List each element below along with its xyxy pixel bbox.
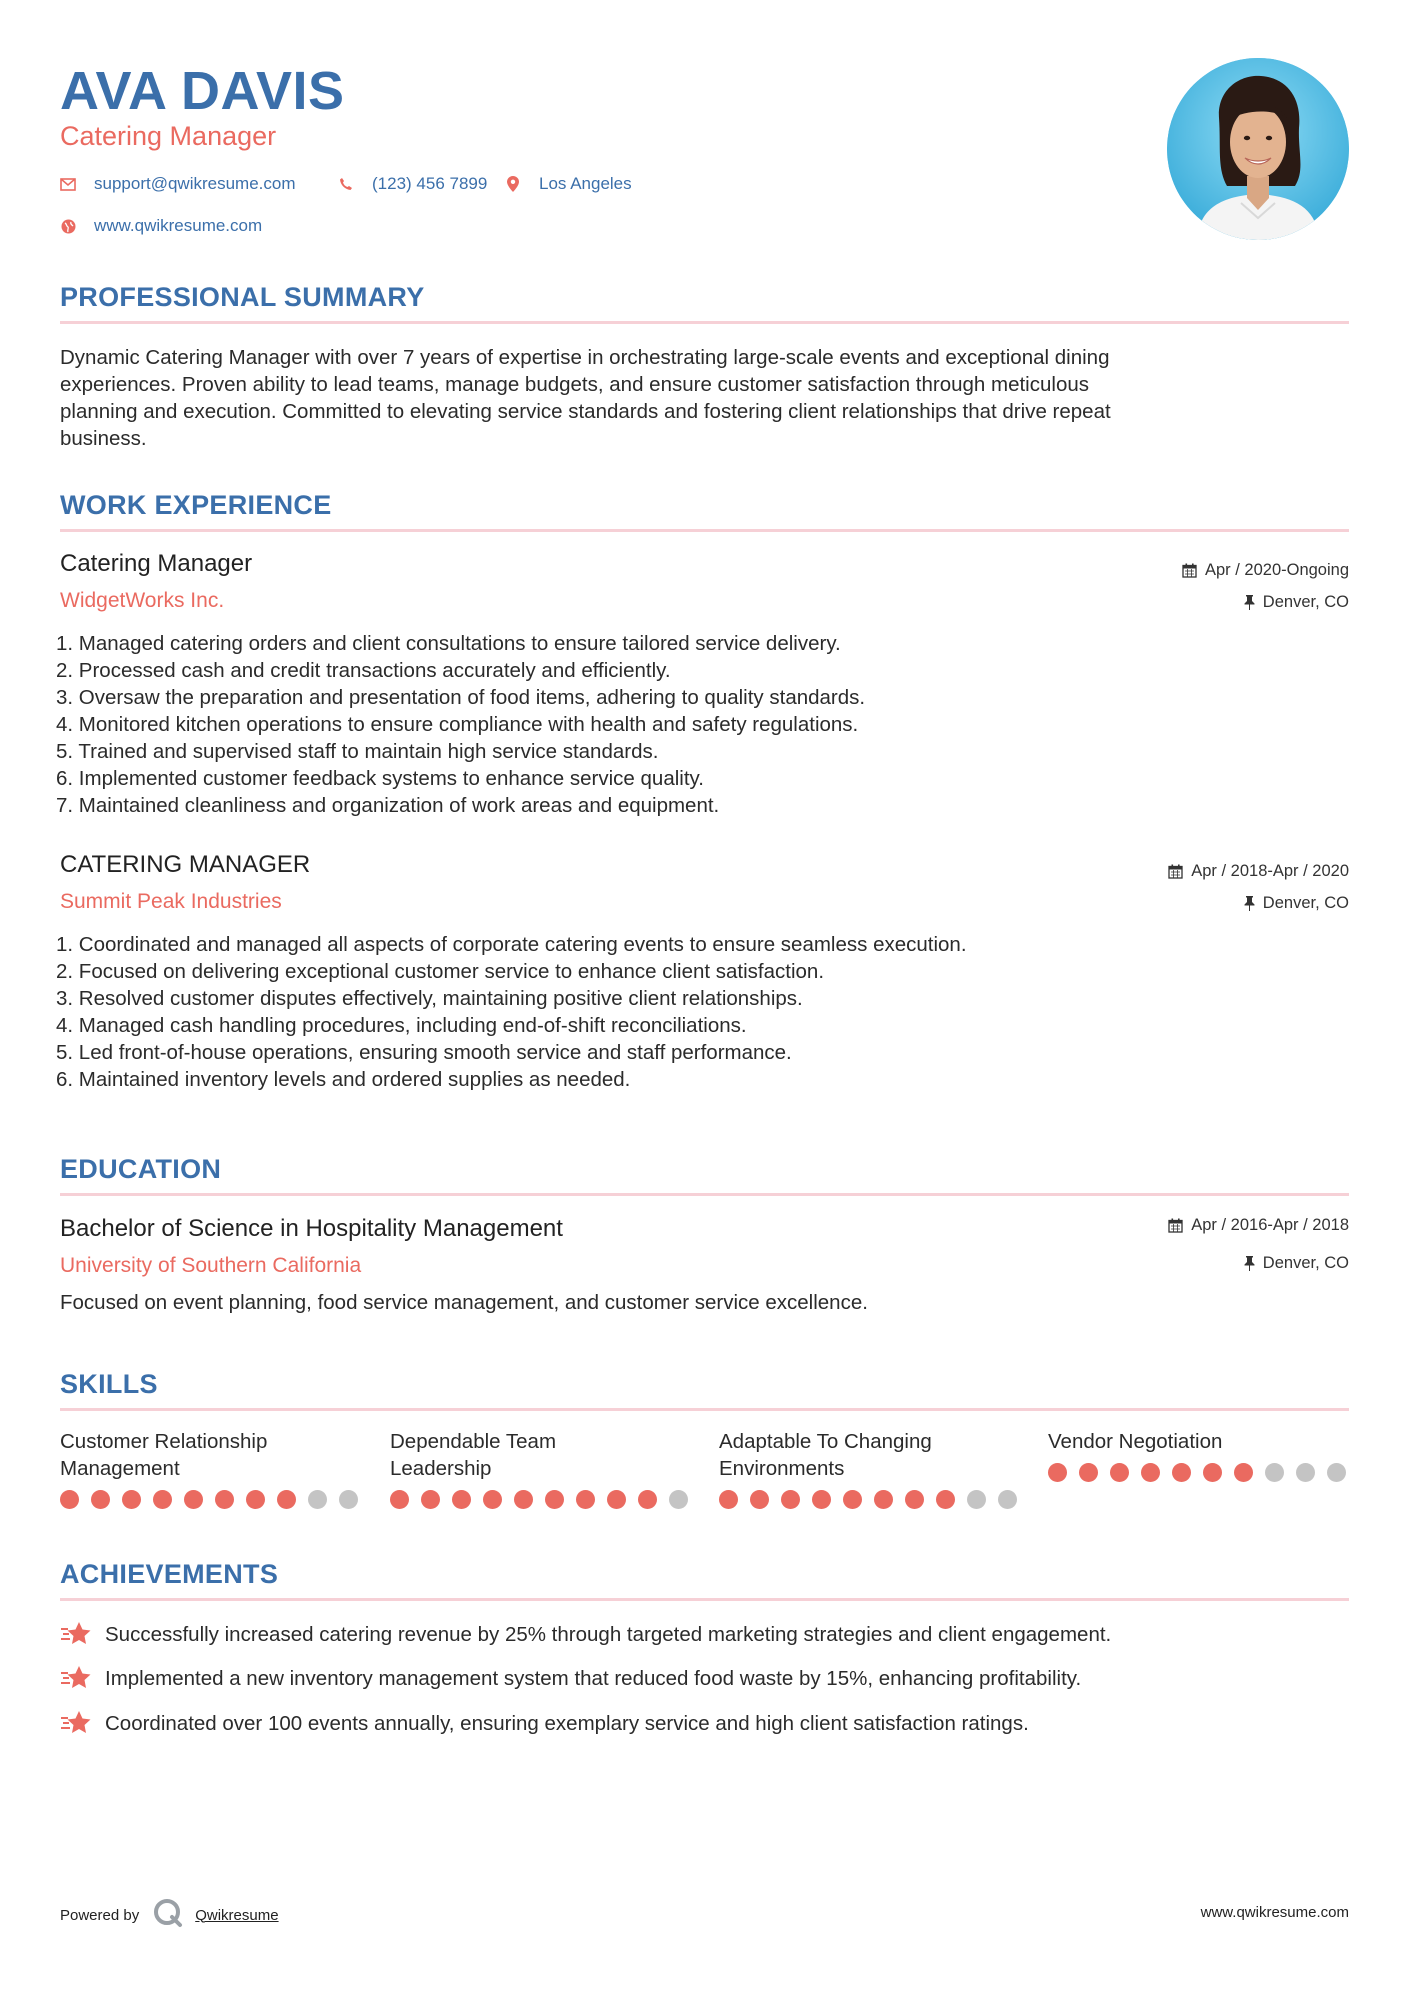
section-title-summary: PROFESSIONAL SUMMARY	[60, 282, 425, 312]
list-item: 4. Managed cash handling procedures, including end-of-shift reconciliations.	[56, 1014, 747, 1037]
candidate-role: Catering Manager	[60, 121, 277, 151]
rating-dot-filled	[843, 1490, 862, 1509]
education-dates	[1168, 1214, 1349, 1236]
envelope-icon	[60, 176, 76, 192]
list-item: 3. Resolved customer disputes effectively, maintaining positive client relationships.	[56, 987, 803, 1010]
qwikresume-logo-icon	[153, 1898, 183, 1932]
rating-dot-filled	[215, 1490, 234, 1509]
pushpin-icon	[1244, 896, 1255, 911]
education-location	[1244, 1252, 1349, 1274]
contact-email[interactable]	[60, 174, 296, 194]
list-item: 1. Managed catering orders and client consultations to ensure tailored service delivery.	[56, 632, 841, 655]
rating-dot-empty	[339, 1490, 358, 1509]
rating-dot-filled	[1110, 1463, 1129, 1482]
school-name: University of Southern California	[60, 1254, 362, 1277]
rating-dot-filled	[277, 1490, 296, 1509]
achievement-text: Implemented a new inventory management system that reduced food waste by 15%, enhancing profitability.	[105, 1666, 1082, 1690]
email-text: support@qwikresume.com	[94, 174, 296, 193]
job-dates-text: Apr / 2020-Ongoing	[1204, 561, 1349, 579]
calendar-icon	[1168, 1218, 1183, 1233]
job-title: CATERING MANAGER	[60, 851, 311, 878]
skill-item	[719, 1428, 1019, 1509]
pushpin-icon	[1244, 1256, 1255, 1271]
skill-name-line: Leadership	[390, 1457, 492, 1480]
rating-dot-filled	[421, 1490, 440, 1509]
skill-name-line: Vendor Negotiation	[1048, 1430, 1223, 1453]
skill-item	[1048, 1428, 1348, 1482]
list-item: 5. Trained and supervised staff to maintain high service standards.	[56, 740, 659, 763]
rating-dot-filled	[936, 1490, 955, 1509]
candidate-name: AVA DAVIS	[60, 61, 345, 121]
rating-dot-filled	[60, 1490, 79, 1509]
job-location-text: Denver, CO	[1262, 593, 1349, 611]
contact-location	[505, 174, 632, 194]
achievement-item	[60, 1709, 1029, 1737]
section-divider	[60, 321, 1349, 324]
rating-dot-filled	[545, 1490, 564, 1509]
rating-dot-filled	[246, 1490, 265, 1509]
map-pin-icon	[505, 176, 521, 192]
contact-phone[interactable]	[338, 174, 487, 194]
qwikresume-link[interactable]: Qwikresume	[195, 1906, 279, 1924]
rating-dot-filled	[1141, 1463, 1160, 1482]
rating-dot-filled	[607, 1490, 626, 1509]
skill-rating	[1048, 1463, 1348, 1482]
powered-by-label: Powered by	[60, 1906, 140, 1924]
job-dates	[1168, 860, 1349, 882]
rating-dot-filled	[1172, 1463, 1191, 1482]
rating-dot-filled	[781, 1490, 800, 1509]
skill-name-line: Adaptable To Changing	[719, 1430, 932, 1453]
rating-dot-empty	[1296, 1463, 1315, 1482]
job-bullets	[56, 931, 967, 1093]
rating-dot-empty	[1265, 1463, 1284, 1482]
list-item: 2. Focused on delivering exceptional customer service to enhance client satisfaction.	[56, 960, 825, 983]
job-dates-text: Apr / 2018-Apr / 2020	[1191, 862, 1349, 880]
job-title: Catering Manager	[60, 550, 253, 577]
skill-rating	[719, 1490, 1019, 1509]
profile-photo	[1167, 58, 1349, 240]
rating-dot-filled	[874, 1490, 893, 1509]
section-divider	[60, 1193, 1349, 1196]
summary-line: experiences. Proven ability to lead teams, manage budgets, and ensure customer satisfaction through meticulous	[60, 373, 1089, 396]
phone-icon	[338, 176, 354, 192]
section-divider	[60, 1408, 1349, 1411]
rating-dot-filled	[638, 1490, 657, 1509]
education-description: Focused on event planning, food service management, and customer service excellence.	[60, 1291, 868, 1314]
skill-name-line: Management	[60, 1457, 180, 1480]
job-bullets	[56, 630, 865, 819]
skill-item	[390, 1428, 690, 1509]
rating-dot-filled	[1079, 1463, 1098, 1482]
star-icon	[60, 1709, 92, 1737]
rating-dot-filled	[576, 1490, 595, 1509]
calendar-icon	[1182, 563, 1197, 578]
section-title-experience: WORK EXPERIENCE	[60, 490, 332, 520]
star-icon	[60, 1620, 92, 1648]
summary-line: business.	[60, 427, 147, 450]
rating-dot-empty	[967, 1490, 986, 1509]
summary-text	[60, 344, 1349, 452]
list-item: 3. Oversaw the preparation and presentation of food items, adhering to quality standards.	[56, 686, 866, 709]
job-location	[1244, 892, 1349, 914]
skill-name-line: Environments	[719, 1457, 845, 1480]
summary-line: planning and execution. Committed to elevating service standards and fostering client relationships that drive repeat	[60, 400, 1111, 423]
pushpin-icon	[1244, 595, 1255, 610]
achievement-item	[60, 1620, 1111, 1648]
rating-dot-filled	[452, 1490, 471, 1509]
list-item: 5. Led front-of-house operations, ensuring smooth service and staff performance.	[56, 1041, 792, 1064]
rating-dot-filled	[905, 1490, 924, 1509]
list-item: 1. Coordinated and managed all aspects of corporate catering events to ensure seamless execution.	[56, 933, 967, 956]
phone-text: (123) 456 7899	[372, 174, 488, 193]
rating-dot-filled	[812, 1490, 831, 1509]
rating-dot-filled	[1048, 1463, 1067, 1482]
education-location-text: Denver, CO	[1262, 1254, 1349, 1272]
achievement-text: Coordinated over 100 events annually, ensuring exemplary service and high client satisfaction ratings.	[105, 1711, 1029, 1735]
job-dates	[1182, 559, 1349, 581]
rating-dot-filled	[91, 1490, 110, 1509]
job-location-text: Denver, CO	[1262, 894, 1349, 912]
rating-dot-empty	[998, 1490, 1017, 1509]
section-title-achievements: ACHIEVEMENTS	[60, 1559, 279, 1589]
calendar-icon	[1168, 864, 1183, 879]
skill-name	[60, 1428, 360, 1482]
achievement-text: Successfully increased catering revenue by 25% through targeted marketing strategies and client engagement.	[105, 1622, 1112, 1646]
education-dates-text: Apr / 2016-Apr / 2018	[1191, 1216, 1349, 1234]
skill-name	[1048, 1428, 1348, 1455]
rating-dot-empty	[308, 1490, 327, 1509]
footer-website[interactable]: www.qwikresume.com	[1200, 1904, 1349, 1921]
website-text: www.qwikresume.com	[94, 216, 263, 235]
rating-dot-filled	[514, 1490, 533, 1509]
skill-rating	[390, 1490, 690, 1509]
rating-dot-filled	[750, 1490, 769, 1509]
job-location	[1244, 591, 1349, 613]
skill-name	[390, 1428, 690, 1482]
rating-dot-filled	[184, 1490, 203, 1509]
rating-dot-filled	[122, 1490, 141, 1509]
company-name: WidgetWorks Inc.	[60, 589, 225, 612]
globe-icon	[60, 218, 76, 234]
rating-dot-filled	[483, 1490, 502, 1509]
rating-dot-filled	[1203, 1463, 1222, 1482]
list-item: 6. Implemented customer feedback systems to enhance service quality.	[56, 767, 704, 790]
rating-dot-filled	[390, 1490, 409, 1509]
section-title-skills: SKILLS	[60, 1369, 158, 1399]
footer-powered-by	[60, 1898, 279, 1932]
skill-rating	[60, 1490, 360, 1509]
skill-name	[719, 1428, 1019, 1482]
rating-dot-empty	[1327, 1463, 1346, 1482]
rating-dot-empty	[669, 1490, 688, 1509]
list-item: 7. Maintained cleanliness and organization of work areas and equipment.	[56, 794, 720, 817]
skill-name-line: Customer Relationship	[60, 1430, 268, 1453]
skill-name-line: Dependable Team	[390, 1430, 557, 1453]
section-divider	[60, 1598, 1349, 1601]
rating-dot-filled	[1234, 1463, 1253, 1482]
list-item: 2. Processed cash and credit transactions accurately and efficiently.	[56, 659, 671, 682]
location-text: Los Angeles	[539, 174, 632, 193]
summary-line: Dynamic Catering Manager with over 7 years of expertise in orchestrating large-scale events and exceptional dining	[60, 346, 1110, 369]
contact-website[interactable]	[60, 216, 262, 236]
rating-dot-filled	[153, 1490, 172, 1509]
degree-title: Bachelor of Science in Hospitality Management	[60, 1215, 563, 1242]
star-icon	[60, 1664, 92, 1692]
section-divider	[60, 529, 1349, 532]
list-item: 6. Maintained inventory levels and ordered supplies as needed.	[56, 1068, 631, 1091]
list-item: 4. Monitored kitchen operations to ensure compliance with health and safety regulations.	[56, 713, 859, 736]
rating-dot-filled	[719, 1490, 738, 1509]
skill-item	[60, 1428, 360, 1509]
company-name: Summit Peak Industries	[60, 890, 282, 913]
section-title-education: EDUCATION	[60, 1154, 222, 1184]
achievement-item	[60, 1664, 1081, 1692]
